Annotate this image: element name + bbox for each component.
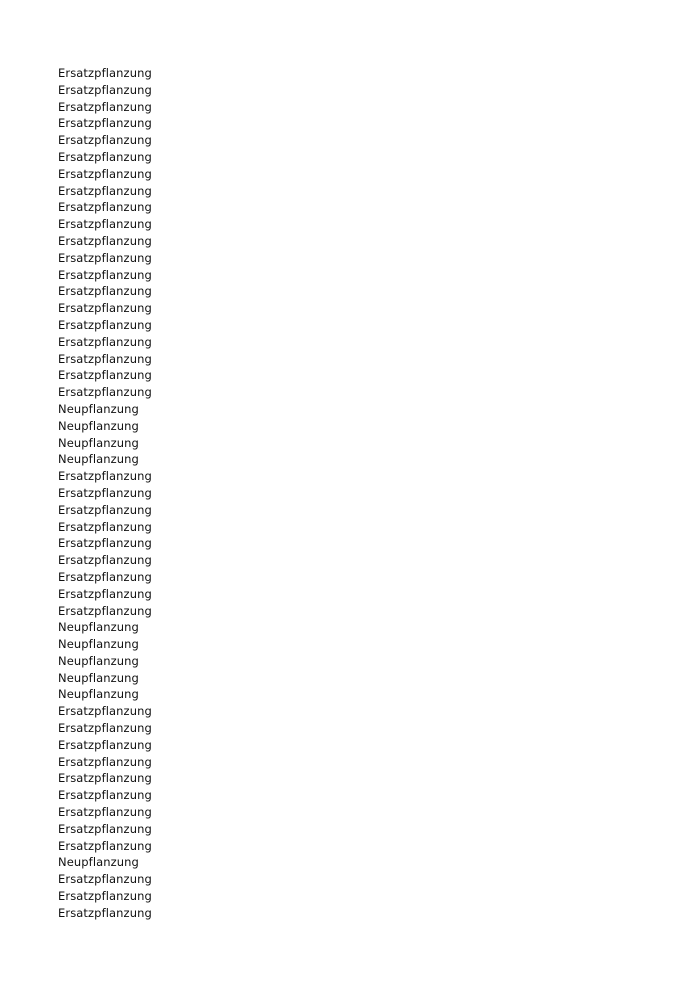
text-line: Ersatzpflanzung bbox=[58, 183, 152, 198]
text-line: Ersatzpflanzung bbox=[58, 603, 152, 618]
text-line: Ersatzpflanzung bbox=[58, 301, 152, 316]
text-line: Ersatzpflanzung bbox=[58, 788, 152, 803]
text-line: Ersatzpflanzung bbox=[58, 502, 152, 517]
text-line: Ersatzpflanzung bbox=[58, 771, 152, 786]
text-line: Neupflanzung bbox=[58, 452, 139, 467]
text-line: Ersatzpflanzung bbox=[58, 754, 152, 769]
text-line: Ersatzpflanzung bbox=[58, 99, 152, 114]
text-line: Ersatzpflanzung bbox=[58, 116, 152, 131]
text-line: Neupflanzung bbox=[58, 435, 139, 450]
text-line: Ersatzpflanzung bbox=[58, 267, 152, 282]
text-line: Ersatzpflanzung bbox=[58, 284, 152, 299]
text-line: Ersatzpflanzung bbox=[58, 166, 152, 181]
text-line: Ersatzpflanzung bbox=[58, 82, 152, 97]
text-line: Neupflanzung bbox=[58, 687, 139, 702]
text-line: Neupflanzung bbox=[58, 653, 139, 668]
text-line: Ersatzpflanzung bbox=[58, 586, 152, 601]
text-line: Ersatzpflanzung bbox=[58, 737, 152, 752]
text-line: Ersatzpflanzung bbox=[58, 200, 152, 215]
text-line: Ersatzpflanzung bbox=[58, 536, 152, 551]
text-line: Ersatzpflanzung bbox=[58, 368, 152, 383]
text-line: Ersatzpflanzung bbox=[58, 469, 152, 484]
text-line: Ersatzpflanzung bbox=[58, 133, 152, 148]
text-line: Neupflanzung bbox=[58, 418, 139, 433]
text-line: Ersatzpflanzung bbox=[58, 821, 152, 836]
text-line: Ersatzpflanzung bbox=[58, 233, 152, 248]
text-line: Ersatzpflanzung bbox=[58, 838, 152, 853]
text-line: Ersatzpflanzung bbox=[58, 889, 152, 904]
text-line: Ersatzpflanzung bbox=[58, 569, 152, 584]
text-line: Ersatzpflanzung bbox=[58, 553, 152, 568]
text-line: Ersatzpflanzung bbox=[58, 805, 152, 820]
text-line: Ersatzpflanzung bbox=[58, 485, 152, 500]
text-line: Ersatzpflanzung bbox=[58, 317, 152, 332]
text-line: Ersatzpflanzung bbox=[58, 905, 152, 920]
text-line: Ersatzpflanzung bbox=[58, 721, 152, 736]
text-line: Neupflanzung bbox=[58, 401, 139, 416]
text-line: Ersatzpflanzung bbox=[58, 217, 152, 232]
text-line: Ersatzpflanzung bbox=[58, 66, 152, 80]
text-line: Neupflanzung bbox=[58, 670, 139, 685]
text-line: Ersatzpflanzung bbox=[58, 872, 152, 887]
text-line: Ersatzpflanzung bbox=[58, 351, 152, 366]
text-line: Ersatzpflanzung bbox=[58, 704, 152, 719]
text-line: Neupflanzung bbox=[58, 620, 139, 635]
text-line: Ersatzpflanzung bbox=[58, 519, 152, 534]
text-column bbox=[58, 65, 458, 922]
text-line: Neupflanzung bbox=[58, 637, 139, 652]
text-line: Ersatzpflanzung bbox=[58, 250, 152, 265]
text-line: Ersatzpflanzung bbox=[58, 334, 152, 349]
text-line: Ersatzpflanzung bbox=[58, 385, 152, 400]
text-line: Neupflanzung bbox=[58, 855, 139, 870]
text-line: Ersatzpflanzung bbox=[58, 149, 152, 164]
